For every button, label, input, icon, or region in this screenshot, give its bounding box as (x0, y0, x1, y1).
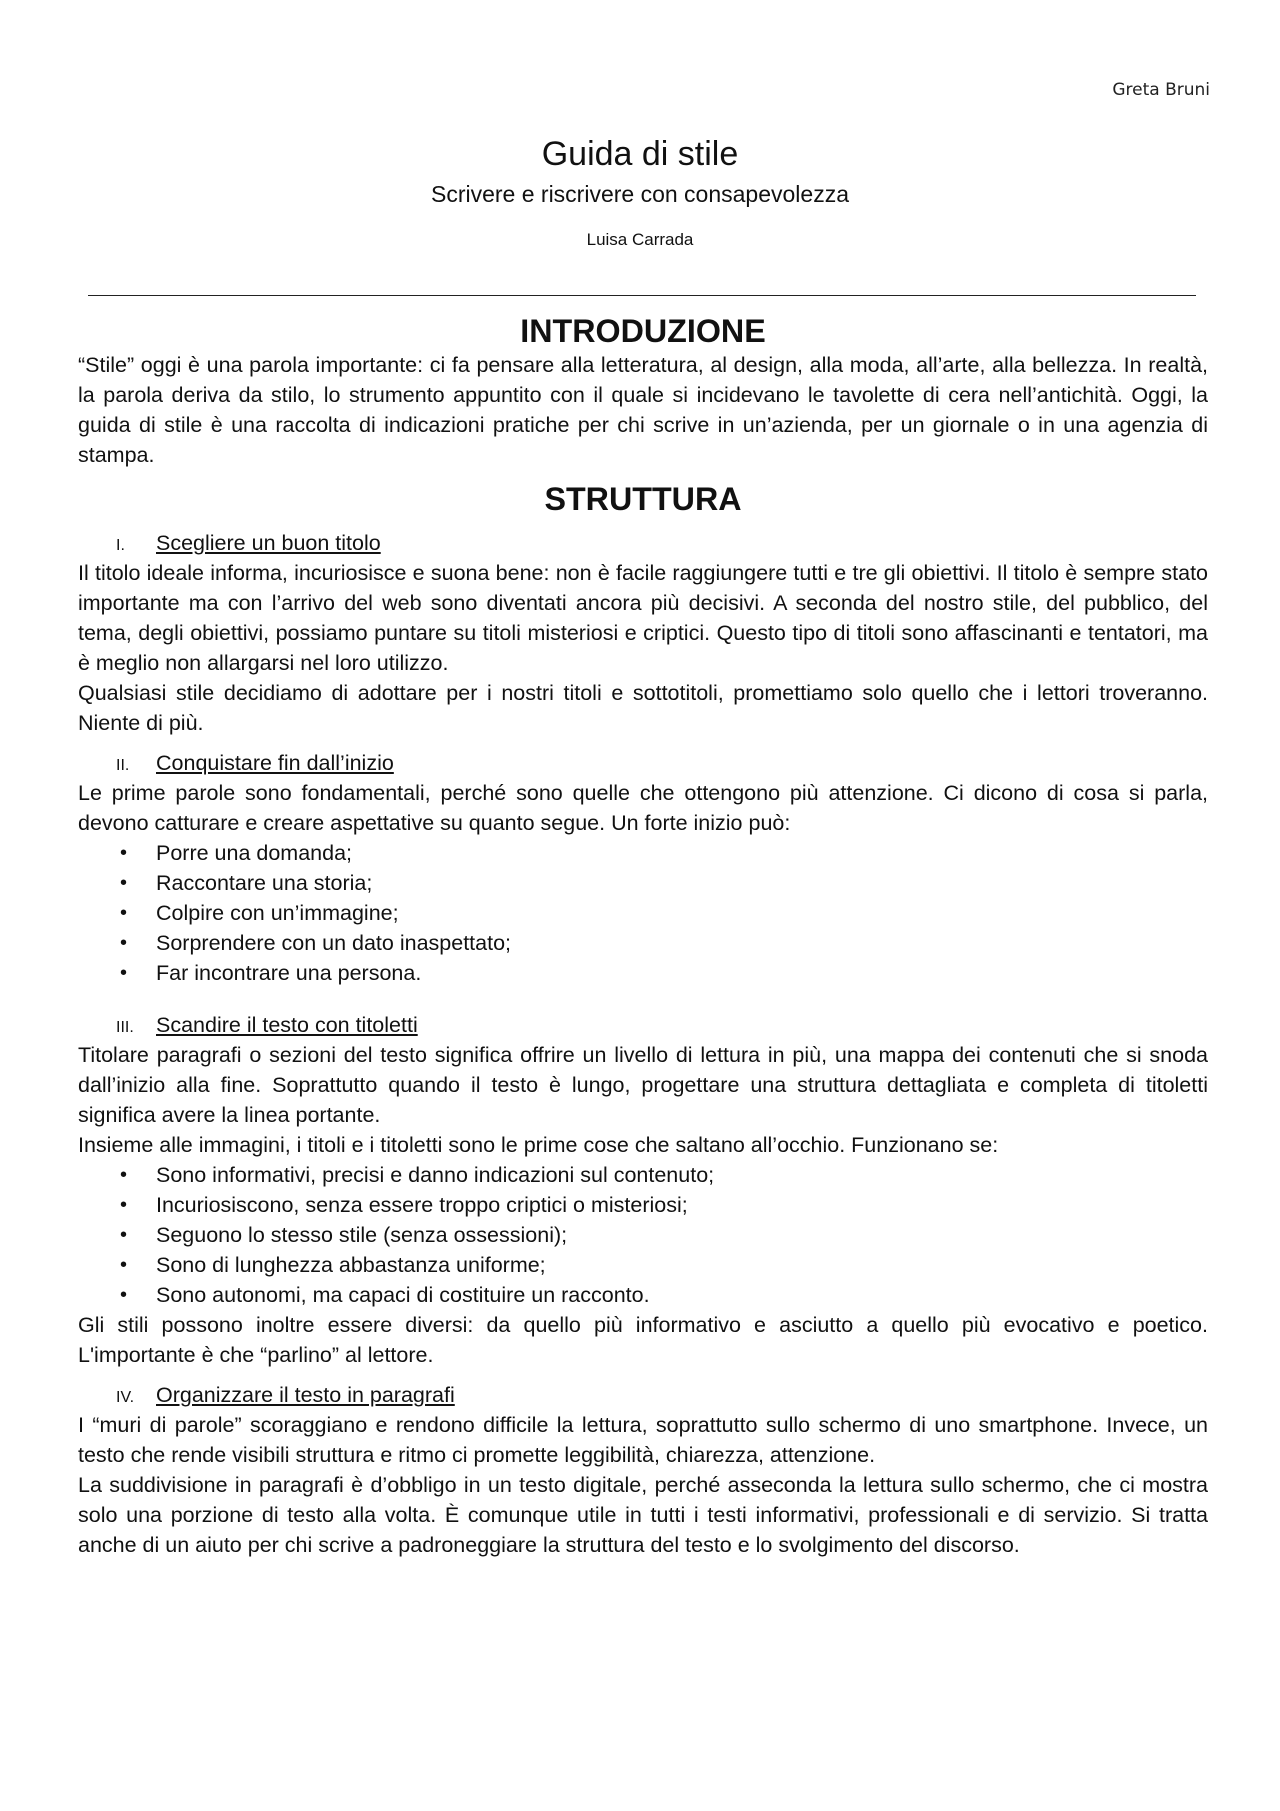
document-body (78, 312, 1208, 1560)
list-item: • Sono di lunghezza abbastanza uniforme; (78, 1250, 1208, 1280)
section-numeral: IV. (116, 1389, 135, 1406)
bullet-icon: • (120, 962, 128, 984)
bullet-icon: • (120, 1254, 128, 1276)
section-title: Conquistare fin dall’inizio (156, 751, 394, 775)
list-item: • Sorprendere con un dato inaspettato; (78, 928, 1208, 958)
bullet-icon: • (120, 932, 128, 954)
section-paragraph: La suddivisione in paragrafi è d’obbligo in un testo digitale, perché asseconda la lettura sullo schermo, che ci mostra solo una porzione di testo alla volta. È comunque utile in tutti i testi informativi, professionali e di servizio. Si tratta anche di un aiuto per chi scrive a padroneggiare la struttura del testo e lo svolgimento del discorso. (78, 1473, 1208, 1557)
section-numeral: III. (116, 1019, 134, 1036)
bullet-icon: • (120, 872, 128, 894)
title-divider (88, 295, 1196, 296)
list-item: • Sono autonomi, ma capaci di costituire un racconto. (78, 1280, 1208, 1310)
section-heading-2 (78, 748, 1208, 778)
bullet-icon: • (120, 1224, 128, 1246)
section-paragraph: Qualsiasi stile decidiamo di adottare per i nostri titoli e sottotitoli, promettiamo solo quello che i lettori troveranno. Niente di più. (78, 681, 1208, 735)
bullet-icon: • (120, 902, 128, 924)
section-paragraph: I “muri di parole” scoraggiano e rendono difficile la lettura, soprattutto sullo schermo di uno smartphone. Invece, un testo che rende visibili struttura e ritmo ci promette leggibilità, chiarezza, attenzione. (78, 1413, 1208, 1467)
bullet-list (78, 1160, 1208, 1310)
bullet-icon: • (120, 1284, 128, 1306)
structure-heading: STRUTTURA (544, 481, 742, 517)
document-author: Luisa Carrada (586, 230, 694, 249)
section-numeral: II. (116, 757, 130, 774)
section-paragraph: Il titolo ideale informa, incuriosisce e suona bene: non è facile raggiungere tutti e tre gli obiettivi. Il titolo è sempre stato importante ma con l’arrivo del web sono diventati ancora più decisivi. A seconda del nostro stile, del pubblico, del tema, degli obiettivi, possiamo puntare su titoli misteriosi e criptici. Questo tipo di titoli sono affascinanti e tentatori, ma è meglio non allargarsi nel loro utilizzo. (78, 561, 1208, 675)
bullet-icon: • (120, 842, 128, 864)
bullet-list (78, 838, 1208, 988)
section-title: Organizzare il testo in paragrafi (156, 1383, 455, 1407)
introduction-heading: INTRODUZIONE (520, 313, 766, 349)
section-paragraph: Le prime parole sono fondamentali, perché sono quelle che ottengono più attenzione. Ci dicono di cosa si parla, devono catturare e creare aspettative su quanto segue. Un forte inizio può: (78, 781, 1208, 835)
section-paragraph: Titolare paragrafi o sezioni del testo significa offrire un livello di lettura in più, una mappa dei contenuti che si snoda dall’inizio alla fine. Soprattutto quando il testo è lungo, progettare una struttura dettagliata e completa di titoletti significa avere la linea portante. (78, 1043, 1208, 1127)
section-heading-1 (78, 528, 1208, 558)
section-title: Scandire il testo con titoletti (156, 1013, 418, 1037)
list-item: • Colpire con un’immagine; (78, 898, 1208, 928)
list-item: • Porre una domanda; (78, 838, 1208, 868)
list-item: • Sono informativi, precisi e danno indicazioni sul contenuto; (78, 1160, 1208, 1190)
section-heading-3 (78, 1010, 1208, 1040)
header-author: Greta Bruni (1112, 80, 1210, 100)
section-paragraph: Insieme alle immagini, i titoli e i titoletti sono le prime cose che saltano all’occhio. Funzionano se: (78, 1133, 999, 1157)
bullet-icon: • (120, 1164, 128, 1186)
section-heading-4 (78, 1380, 1208, 1410)
section-title: Scegliere un buon titolo (156, 531, 381, 555)
list-item: • Seguono lo stesso stile (senza ossessioni); (78, 1220, 1208, 1250)
list-item: • Far incontrare una persona. (78, 958, 1208, 988)
document-title: Guida di stile (541, 135, 739, 173)
section-numeral: I. (116, 537, 125, 554)
section-paragraph: Gli stili possono inoltre essere diversi: da quello più informativo e asciutto a quello più evocativo e poetico. L'importante è che “parlino” al lettore. (78, 1313, 1208, 1367)
bullet-icon: • (120, 1194, 128, 1216)
list-item: • Incuriosiscono, senza essere troppo criptici o misteriosi; (78, 1190, 1208, 1220)
list-item: • Raccontare una storia; (78, 868, 1208, 898)
document-subtitle: Scrivere e riscrivere con consapevolezza (430, 181, 849, 207)
introduction-paragraph: “Stile” oggi è una parola importante: ci fa pensare alla letteratura, al design, alla moda, all’arte, alla bellezza. In realtà, la parola deriva da stilo, lo strumento appuntito con il quale si incidevano le tavolette di cera nell’antichità. Oggi, la guida di stile è una raccolta di indicazioni pratiche per chi scrive in un’azienda, per un giornale o in una agenzia di stampa. (78, 353, 1208, 467)
